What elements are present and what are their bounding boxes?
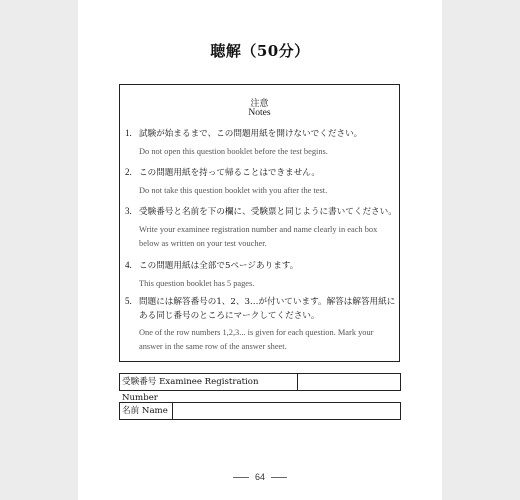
notes-heading-jp: 注意 [250,99,269,109]
name-field[interactable] [173,403,400,419]
page-title: 聴解（50分） [210,42,310,60]
note-text-en: Do not open this question booklet before the test begins. [139,147,328,156]
note-number: 2. [125,167,132,177]
page-number: 64 [254,472,265,482]
footer-dash-right [271,477,287,478]
name-label: 名前 Name [120,403,173,419]
note-text-en: One of the row numbers 1,2,3... is given for each question. Mark your answer in the same row of the answer sheet. [139,328,374,351]
note-text-jp: この問題用紙を持って帰ることはできません。 [139,168,320,178]
note-number: 5. [125,296,132,306]
notes-heading-en: Notes [248,108,271,118]
registration-number-field[interactable] [298,374,400,390]
booklet-page [78,0,442,500]
note-text-en: Do not take this question booklet with you after the test. [139,186,328,195]
registration-number-row [119,373,401,403]
note-text-jp: 受験番号と名前を下の欄に、受験票と同じように書いてください。 [139,207,397,217]
note-text-jp: この問題用紙は全部で5ページあります。 [139,261,299,271]
note-number: 3. [125,206,132,216]
registration-number-label: 受験番号 Examinee Registration Number [120,374,298,390]
notes-box [119,84,400,362]
note-text-en: This question booklet has 5 pages. [139,279,255,288]
note-text-jp: 試験が始まるまで、この問題用紙を開けないでください。 [139,129,363,139]
note-text-jp: 問題には解答番号の1、2、3…が付いています。解答は解答用紙にある同じ番号のところにマークしてください。 [139,297,396,321]
name-row [119,402,401,420]
footer-dash-left [233,477,249,478]
note-number: 4. [125,260,132,270]
note-text-en: Write your examinee registration number and name clearly in each box below as written on your test voucher. [139,225,378,248]
page-footer [78,472,442,482]
note-number: 1. [125,128,132,138]
